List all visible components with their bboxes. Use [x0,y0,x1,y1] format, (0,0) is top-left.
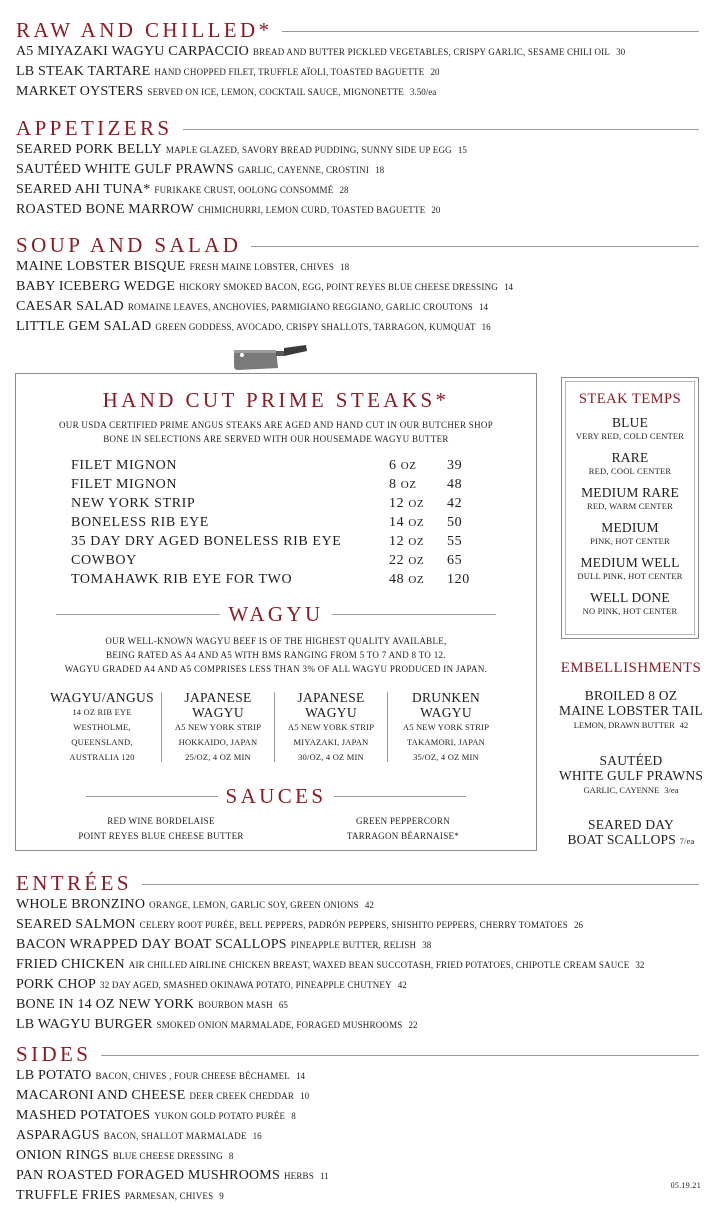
wagyu-price: 120 [121,752,135,762]
item-name: A5 MIYAZAKI WAGYU CARPACCIO [16,44,249,59]
menu-item [16,180,699,200]
item-name: LITTLE GEM SALAD [16,319,152,334]
section-header [16,871,699,895]
item-desc: FRESH MAINE LOBSTER, CHIVES [189,262,335,272]
embellishment-item [552,753,710,797]
item-desc: AIR CHILLED AIRLINE CHICKEN BREAST, WAXED BEAN SUCCOTASH, FRIED POTATOES, CHIPOTLE CREAM SAUCE [128,960,630,970]
wagyu-desc: TAKAMORI, JAPAN [406,737,486,747]
temp-item [566,590,694,618]
menu-item [16,200,699,220]
item-desc: ORANGE, LEMON, GARLIC SOY, GREEN ONIONS [149,900,359,910]
embellishment-name: WHITE GULF PRAWNS [558,768,704,783]
menu-date: 05.19.21 [670,1181,701,1190]
steak-price: 39 [447,458,463,473]
item-name: PAN ROASTED FORAGED MUSHROOMS [16,1168,280,1183]
weight-unit: OZ [408,574,425,586]
item-name: LB WAGYU BURGER [16,1017,153,1032]
weight-number: 14 [389,515,405,530]
embellishment-name: BROILED 8 OZ [584,688,678,703]
menu-item [16,1186,699,1206]
temp-desc: NO PINK, HOT CENTER [582,606,678,616]
temp-item [566,415,694,443]
item-desc: CHIMICHURRI, LEMON CURD, TOASTED BAGUETTE [198,205,426,215]
menu-item [16,257,699,277]
wagyu-note: BEING RATED AS A4 AND A5 WITH BMS RANGING FROM 5 TO 7 AND 8 TO 12. [106,650,446,660]
weight-number: 22 [389,553,405,568]
steak-row [71,494,491,513]
sauces-left [56,814,266,844]
section-title: RAW AND CHILLED* [16,17,273,42]
steak-weight [389,570,447,589]
item-desc: HICKORY SMOKED BACON, EGG, POINT REYES BLUE CHEESE DRESSING [179,282,498,292]
section-entrees [16,871,699,1035]
item-desc: PINEAPPLE BUTTER, RELISH [290,940,417,950]
wagyu-price: 25/OZ, 4 OZ MIN [185,752,251,762]
wagyu-desc [43,750,161,765]
menu-item [16,975,699,995]
steak-name: TOMAHAWK RIB EYE FOR TWO [71,572,293,587]
item-name: ASPARAGUS [16,1128,100,1143]
wagyu-header [56,602,496,627]
section-sides [16,1042,699,1206]
menu-item [16,160,699,180]
item-name: MAINE LOBSTER BISQUE [16,259,186,274]
section-title: APPETIZERS [16,115,173,140]
embellishment-name: MAINE LOBSTER TAIL [558,703,703,718]
item-price: 14 [503,282,513,292]
sauce-item: POINT REYES BLUE CHEESE BUTTER [78,831,244,841]
embellishment-name: SEARED DAY [588,817,674,832]
embellishments [552,660,710,849]
wagyu-desc: MIYAZAKI, JAPAN [293,737,369,747]
weight-number: 48 [389,572,405,587]
item-name: MASHED POTATOES [16,1108,151,1123]
temp-name: WELL DONE [590,590,670,605]
temp-item [566,450,694,478]
weight-number: 8 [389,477,397,492]
weight-unit: OZ [408,536,425,548]
menu-item [16,915,699,935]
steaks-box [15,373,537,851]
menu-item [16,1015,699,1035]
weight-number: 12 [389,496,405,511]
item-desc: SERVED ON ICE, LEMON, COCKTAIL SAUCE, MIGNONETTE [147,87,404,97]
item-name: BABY ICEBERG WEDGE [16,279,176,294]
steak-weight [389,494,447,513]
embellishment-name [552,832,710,849]
temp-desc: RED, WARM CENTER [587,501,673,511]
item-desc: HERBS [283,1171,314,1181]
item-price: 14 [295,1071,305,1081]
item-desc: SMOKED ONION MARMALADE, FORAGED MUSHROOMS [156,1020,403,1030]
wagyu-heading: WAGYU [420,705,472,720]
steaks-table [71,456,491,589]
wagyu-note: OUR WELL-KNOWN WAGYU BEEF IS OF THE HIGHEST QUALITY AVAILABLE, [105,636,447,646]
section-header [16,18,699,42]
steak-name: NEW YORK STRIP [71,496,196,511]
item-desc: BREAD AND BUTTER PICKLED VEGETABLES, CRISPY GARLIC, SESAME CHILI OIL [252,47,611,57]
temp-item [566,555,694,583]
header-rule [86,796,218,797]
header-rule [334,796,466,797]
weight-number: 6 [389,458,397,473]
item-name: LB POTATO [16,1068,92,1083]
weight-unit: OZ [408,555,425,567]
wagyu-heading: JAPANESE [184,690,252,705]
steak-row [71,475,491,494]
section-title: ENTRÉES [16,870,132,895]
item-price: 26 [574,920,584,930]
wagyu-desc: A5 NEW YORK STRIP [402,722,490,732]
item-desc: FURIKAKE CRUST, OOLONG CONSOMMÉ [154,185,334,195]
item-desc: DEER CREEK CHEDDAR [189,1091,295,1101]
wagyu-column [43,690,161,774]
menu-item [16,297,699,317]
item-desc: PARMESAN, CHIVES [124,1191,214,1201]
menu-item [16,82,699,102]
steak-row [71,570,491,589]
wagyu-desc: HOKKAIDO, JAPAN [178,737,258,747]
wagyu-heading: WAGYU/ANGUS [50,690,154,705]
item-name: ROASTED BONE MARROW [16,202,195,217]
wagyu-desc: QUEENSLAND, [71,737,133,747]
item-name: SEARED PORK BELLY [16,142,162,157]
wagyu-heading: WAGYU [192,705,244,720]
steak-row [71,532,491,551]
item-price: 18 [375,165,385,175]
sauces-header [86,784,466,809]
steak-name: COWBOY [71,553,137,568]
item-price: 42 [364,900,374,910]
menu-item [16,42,699,62]
wagyu-heading: JAPANESE [297,690,365,705]
embellishment-price: 7/ea [679,836,695,846]
header-rule [332,614,496,615]
item-name: BACON WRAPPED DAY BOAT SCALLOPS [16,937,287,952]
weight-unit: OZ [400,479,417,491]
section-title: SIDES [16,1041,92,1066]
section-header [16,233,699,257]
wagyu-desc: WESTHOLME, [73,722,131,732]
section-title: SOUP AND SALAD [16,232,242,257]
steak-price: 42 [447,496,463,511]
wagyu-origin: AUSTRALIA [69,752,119,762]
item-desc: HAND CHOPPED FILET, TRUFFLE AÏOLI, TOASTED BAGUETTE [154,67,425,77]
menu-item [16,1106,699,1126]
item-price: 11 [319,1171,329,1181]
weight-unit: OZ [400,460,417,472]
steak-temps-title: STEAK TEMPS [578,391,682,407]
wagyu-heading: DRUNKEN [411,690,481,705]
item-price: 16 [481,322,491,332]
steaks-title: HAND CUT PRIME STEAKS* [102,388,450,412]
item-name: CAESAR SALAD [16,299,124,314]
item-name: WHOLE BRONZINO [16,897,146,912]
steak-row [71,551,491,570]
menu-item [16,955,699,975]
steak-price: 120 [447,572,470,587]
item-price: 3.50/ea [409,87,437,97]
steak-name: FILET MIGNON [71,458,178,473]
wagyu-price: 35/OZ, 4 OZ MIN [413,752,479,762]
steak-name: 35 DAY DRY AGED BONELESS RIB EYE [71,534,342,549]
wagyu-desc: A5 NEW YORK STRIP [287,722,375,732]
sauce-item: GREEN PEPPERCORN [355,816,451,826]
steak-price: 48 [447,477,463,492]
item-name: MACARONI AND CHEESE [16,1088,186,1103]
steak-weight [389,475,447,494]
menu-item [16,935,699,955]
menu-item [16,1066,699,1086]
steak-price: 50 [447,515,463,530]
menu-item [16,317,699,337]
wagyu-note: WAGYU GRADED A4 AND A5 COMPRISES LESS THAN 3% OF ALL WAGYU PRODUCED IN JAPAN. [64,664,488,674]
embellishment-name-text: BOAT SCALLOPS [567,832,676,847]
wagyu-price: 30/OZ, 4 OZ MIN [298,752,364,762]
header-rule [183,129,699,130]
embellishment-item [552,817,710,849]
temp-name: BLUE [611,415,649,430]
steak-name: FILET MIGNON [71,477,178,492]
steak-price: 65 [447,553,463,568]
temp-desc: VERY RED, COLD CENTER [575,431,685,441]
item-price: 15 [457,145,467,155]
item-price: 28 [339,185,349,195]
item-name: SEARED SALMON [16,917,136,932]
item-price: 42 [397,980,407,990]
section-appetizers [16,116,699,220]
temp-item [566,485,694,513]
section-header [16,116,699,140]
item-desc: GARLIC, CAYENNE, CROSTINI [237,165,370,175]
item-price: 8 [291,1111,296,1121]
wagyu-columns [43,690,515,774]
menu-item [16,895,699,915]
embellishment-desc [552,718,710,732]
embellishment-desc-text: GARLIC, CAYENNE [583,785,660,795]
item-name: SEARED AHI TUNA* [16,182,151,197]
item-desc: 32 DAY AGED, SMASHED OKINAWA POTATO, PINEAPPLE CHUTNEY [100,980,392,990]
steak-name: BONELESS RIB EYE [71,515,209,530]
item-name: TRUFFLE FRIES [16,1188,121,1203]
wagyu-heading: WAGYU [305,705,357,720]
item-name: BONE IN 14 OZ NEW YORK [16,997,195,1012]
menu-item [16,995,699,1015]
menu-item [16,277,699,297]
item-desc: BACON, CHIVES , FOUR CHEESE BÉCHAMEL [95,1071,290,1081]
cleaver-icon [232,344,308,372]
weight-number: 12 [389,534,405,549]
header-rule [142,884,699,885]
wagyu-column [162,690,274,774]
steak-weight [389,456,447,475]
item-name: FRIED CHICKEN [16,957,125,972]
item-desc: BLUE CHEESE DRESSING [112,1151,223,1161]
item-name: ONION RINGS [16,1148,109,1163]
item-price: 20 [430,67,440,77]
steaks-note: OUR USDA CERTIFIED PRIME ANGUS STEAKS ARE AGED AND HAND CUT IN OUR BUTCHER SHOP [58,420,494,430]
item-price: 10 [300,1091,310,1101]
item-price: 38 [422,940,432,950]
menu-item [16,62,699,82]
weight-unit: OZ [408,517,425,529]
item-name: PORK CHOP [16,977,96,992]
section-raw-and-chilled [16,18,699,102]
steak-row [71,456,491,475]
temp-item [566,520,694,548]
steaks-note: BONE IN SELECTIONS ARE SERVED WITH OUR HOUSEMADE WAGYU BUTTER [103,434,449,444]
wagyu-title: WAGYU [228,602,324,626]
steak-weight [389,532,447,551]
item-price: 14 [479,302,489,312]
embellishment-name: SAUTÉED [599,753,663,768]
item-desc: MAPLE GLAZED, SAVORY BREAD PUDDING, SUNNY SIDE UP EGG [165,145,452,155]
item-desc: BOURBON MASH [198,1000,273,1010]
item-name: LB STEAK TARTARE [16,64,151,79]
weight-unit: OZ [408,498,425,510]
item-price: 18 [340,262,350,272]
sauce-item: RED WINE BORDELAISE [107,816,215,826]
embellishment-price: 42 [679,720,689,730]
header-rule [101,1055,699,1056]
header-rule [282,31,699,32]
item-price: 9 [219,1191,224,1201]
embellishment-item [552,688,710,732]
item-desc: ROMAINE LEAVES, ANCHOVIES, PARMIGIANO REGGIANO, GARLIC CROUTONS [127,302,474,312]
item-price: 32 [635,960,645,970]
item-name: SAUTÉED WHITE GULF PRAWNS [16,162,234,177]
header-rule [56,614,220,615]
header-rule [251,246,699,247]
menu-item [16,1146,699,1166]
menu-item [16,140,699,160]
embellishment-desc-text: LEMON, DRAWN BUTTER [573,720,675,730]
sauce-item: TARRAGON BÉARNAISE* [346,831,460,841]
menu-item [16,1086,699,1106]
menu-item [16,1166,699,1186]
section-header [16,1042,699,1066]
steak-temps-box [561,377,699,639]
item-price: 22 [408,1020,418,1030]
steak-weight [389,513,447,532]
wagyu-desc: A5 NEW YORK STRIP [174,722,262,732]
steak-weight [389,551,447,570]
item-price: 16 [252,1131,262,1141]
item-price: 20 [431,205,441,215]
wagyu-column [388,690,504,774]
temp-name: MEDIUM [601,520,659,535]
temp-desc: RED, COOL CENTER [588,466,672,476]
embellishment-desc [552,783,710,797]
section-soup-and-salad [16,233,699,337]
item-price: 8 [228,1151,234,1161]
temp-name: MEDIUM WELL [580,555,680,570]
item-desc: BACON, SHALLOT MARMALADE [103,1131,247,1141]
item-price: 30 [616,47,626,57]
temp-name: MEDIUM RARE [581,485,679,500]
item-desc: CELERY ROOT PURÉE, BELL PEPPERS, PADRÓN PEPPERS, SHISHITO PEPPERS, CHERRY TOMATOES [139,920,569,930]
temp-name: RARE [611,450,649,465]
menu-item [16,1126,699,1146]
steak-price: 55 [447,534,463,549]
item-price: 65 [278,1000,288,1010]
wagyu-desc: 14 OZ RIB EYE [72,707,132,717]
embellishment-price: 3/ea [664,785,679,795]
item-name: MARKET OYSTERS [16,84,144,99]
steak-row [71,513,491,532]
sauces-title: SAUCES [225,784,327,808]
embellishments-title: EMBELLISHMENTS [560,660,702,676]
temp-desc: DULL PINK, HOT CENTER [577,571,683,581]
sauces-right [308,814,498,844]
temp-desc: PINK, HOT CENTER [590,536,670,546]
steak-temps-inner [565,381,695,635]
item-desc: YUKON GOLD POTATO PURÉE [154,1111,286,1121]
wagyu-column [275,690,387,774]
item-desc: GREEN GODDESS, AVOCADO, CRISPY SHALLOTS, TARRAGON, KUMQUAT [155,322,476,332]
